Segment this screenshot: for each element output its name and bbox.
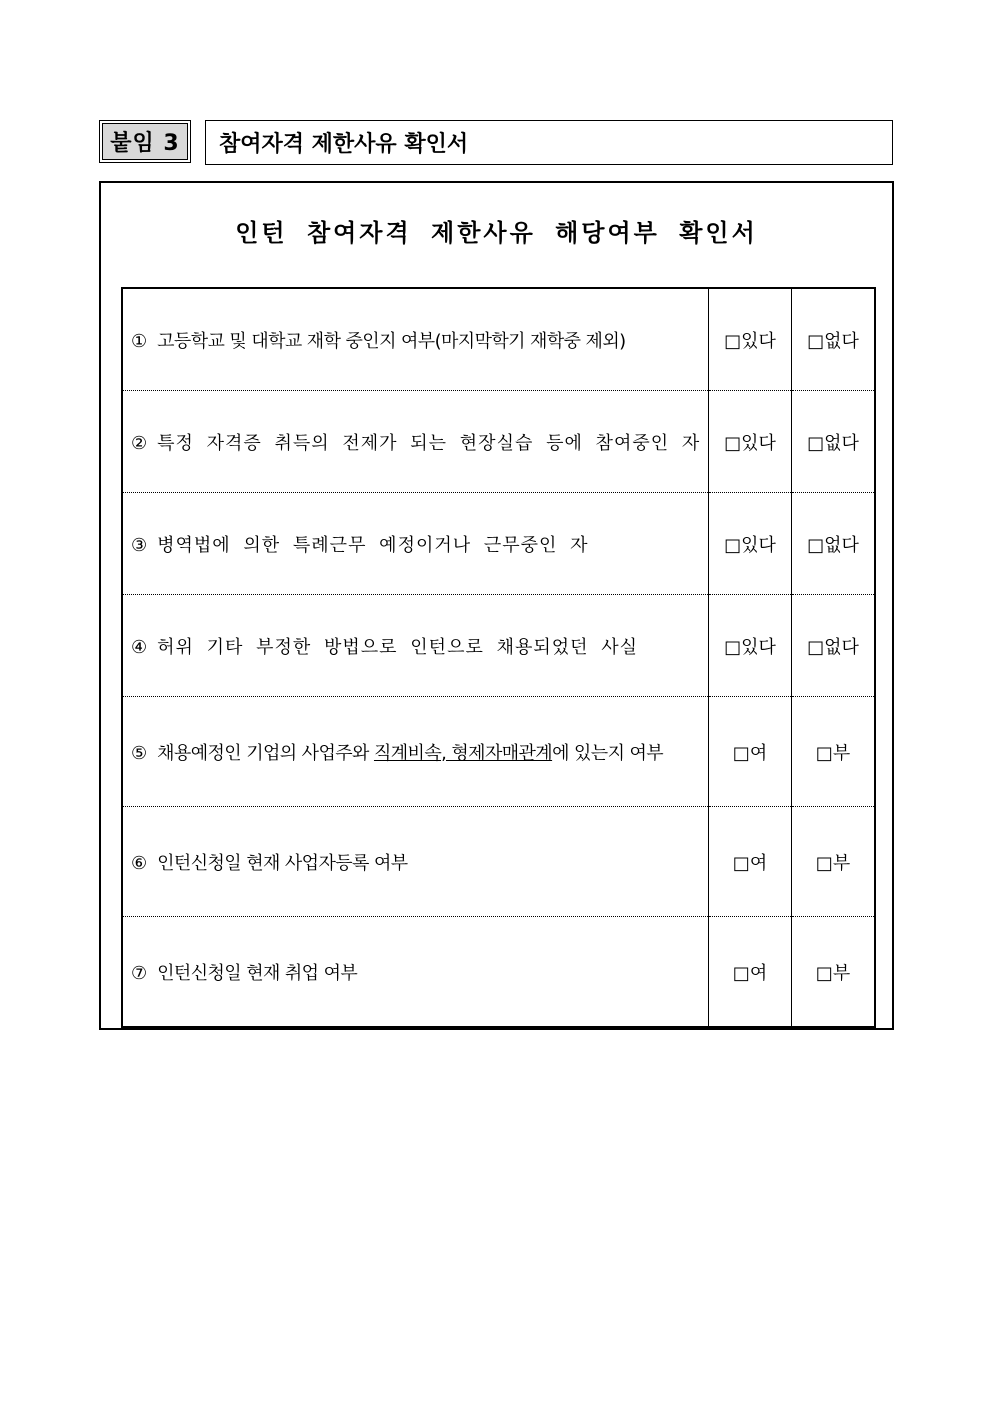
question-cell <box>122 697 709 807</box>
option-yes-label: 있다 <box>741 534 776 556</box>
table-row <box>122 697 875 807</box>
option-no-label: 부 <box>832 962 851 984</box>
checkbox-icon[interactable]: □ <box>807 330 825 352</box>
table-row <box>122 493 875 595</box>
option-yes-label: 여 <box>749 852 768 874</box>
option-yes-label: 있다 <box>741 330 776 352</box>
table-row <box>122 917 875 1028</box>
question-cell <box>122 917 709 1028</box>
item-number: ④ <box>131 636 148 658</box>
item-text-underlined: 직계비속, 형제자매관계 <box>373 742 553 764</box>
option-no[interactable] <box>792 595 876 697</box>
item-text: 허위 기타 부정한 방법으로 인턴으로 채용되었던 사실 <box>157 636 639 658</box>
option-yes[interactable] <box>709 807 792 917</box>
item-text: 인턴신청일 현재 사업자등록 여부 <box>157 852 408 874</box>
question-cell <box>122 807 709 917</box>
checkbox-icon[interactable]: □ <box>724 330 742 352</box>
item-text: 병역법에 의한 특례근무 예정이거나 근무중인 자 <box>157 534 589 556</box>
table-row <box>122 391 875 493</box>
checkbox-icon[interactable]: □ <box>807 432 825 454</box>
option-no[interactable] <box>792 807 876 917</box>
option-no[interactable] <box>792 697 876 807</box>
confirmation-form <box>99 181 894 1030</box>
option-no[interactable] <box>792 917 876 1028</box>
checkbox-icon[interactable]: □ <box>807 636 825 658</box>
table-row <box>122 288 875 391</box>
question-cell <box>122 391 709 493</box>
item-number: ⑤ <box>131 742 148 764</box>
item-text-before: 채용예정인 기업의 사업주와 <box>157 742 374 764</box>
item-number: ⑦ <box>131 962 148 984</box>
option-no-label: 없다 <box>824 636 859 658</box>
option-no-label: 부 <box>832 852 851 874</box>
item-text: 인턴신청일 현재 취업 여부 <box>157 962 358 984</box>
option-yes-label: 있다 <box>741 432 776 454</box>
form-title: 인턴 참여자격 제한사유 해당여부 확인서 <box>235 218 758 247</box>
option-yes[interactable] <box>709 391 792 493</box>
option-no[interactable] <box>792 493 876 595</box>
option-yes[interactable] <box>709 917 792 1028</box>
attachment-label: 붙임 3 <box>99 120 191 163</box>
item-number: ① <box>131 330 148 352</box>
checkbox-icon[interactable]: □ <box>815 742 833 764</box>
question-cell <box>122 493 709 595</box>
option-yes[interactable] <box>709 288 792 391</box>
checkbox-icon[interactable]: □ <box>724 534 742 556</box>
item-text: 특정 자격증 취득의 전제가 되는 현장실습 등에 참여중인 자 <box>157 432 701 454</box>
checkbox-icon[interactable]: □ <box>724 636 742 658</box>
checkbox-icon[interactable]: □ <box>732 852 750 874</box>
option-no-label: 없다 <box>824 534 859 556</box>
checkbox-icon[interactable]: □ <box>807 534 825 556</box>
checkbox-icon[interactable]: □ <box>815 852 833 874</box>
checkbox-icon[interactable]: □ <box>724 432 742 454</box>
attachment-title: 참여자격 제한사유 확인서 <box>205 120 893 165</box>
option-yes-label: 여 <box>749 742 768 764</box>
option-yes[interactable] <box>709 595 792 697</box>
question-cell <box>122 595 709 697</box>
attachment-header <box>99 120 893 165</box>
eligibility-table <box>121 287 876 1028</box>
question-cell <box>122 288 709 391</box>
table-row <box>122 807 875 917</box>
option-yes-label: 있다 <box>741 636 776 658</box>
option-yes-label: 여 <box>749 962 768 984</box>
option-no[interactable] <box>792 391 876 493</box>
item-number: ⑥ <box>131 852 148 874</box>
option-no[interactable] <box>792 288 876 391</box>
item-text: 고등학교 및 대학교 재학 중인지 여부(마지막학기 재학중 제외) <box>157 330 626 352</box>
item-text <box>157 743 663 764</box>
checkbox-icon[interactable]: □ <box>815 962 833 984</box>
table-row <box>122 595 875 697</box>
item-text-after: 에 있는지 여부 <box>552 742 664 764</box>
checkbox-icon[interactable]: □ <box>732 742 750 764</box>
checkbox-icon[interactable]: □ <box>732 962 750 984</box>
option-no-label: 없다 <box>824 432 859 454</box>
option-no-label: 부 <box>832 742 851 764</box>
option-yes[interactable] <box>709 493 792 595</box>
item-number: ② <box>131 432 148 454</box>
option-yes[interactable] <box>709 697 792 807</box>
option-no-label: 없다 <box>824 330 859 352</box>
item-number: ③ <box>131 534 148 556</box>
